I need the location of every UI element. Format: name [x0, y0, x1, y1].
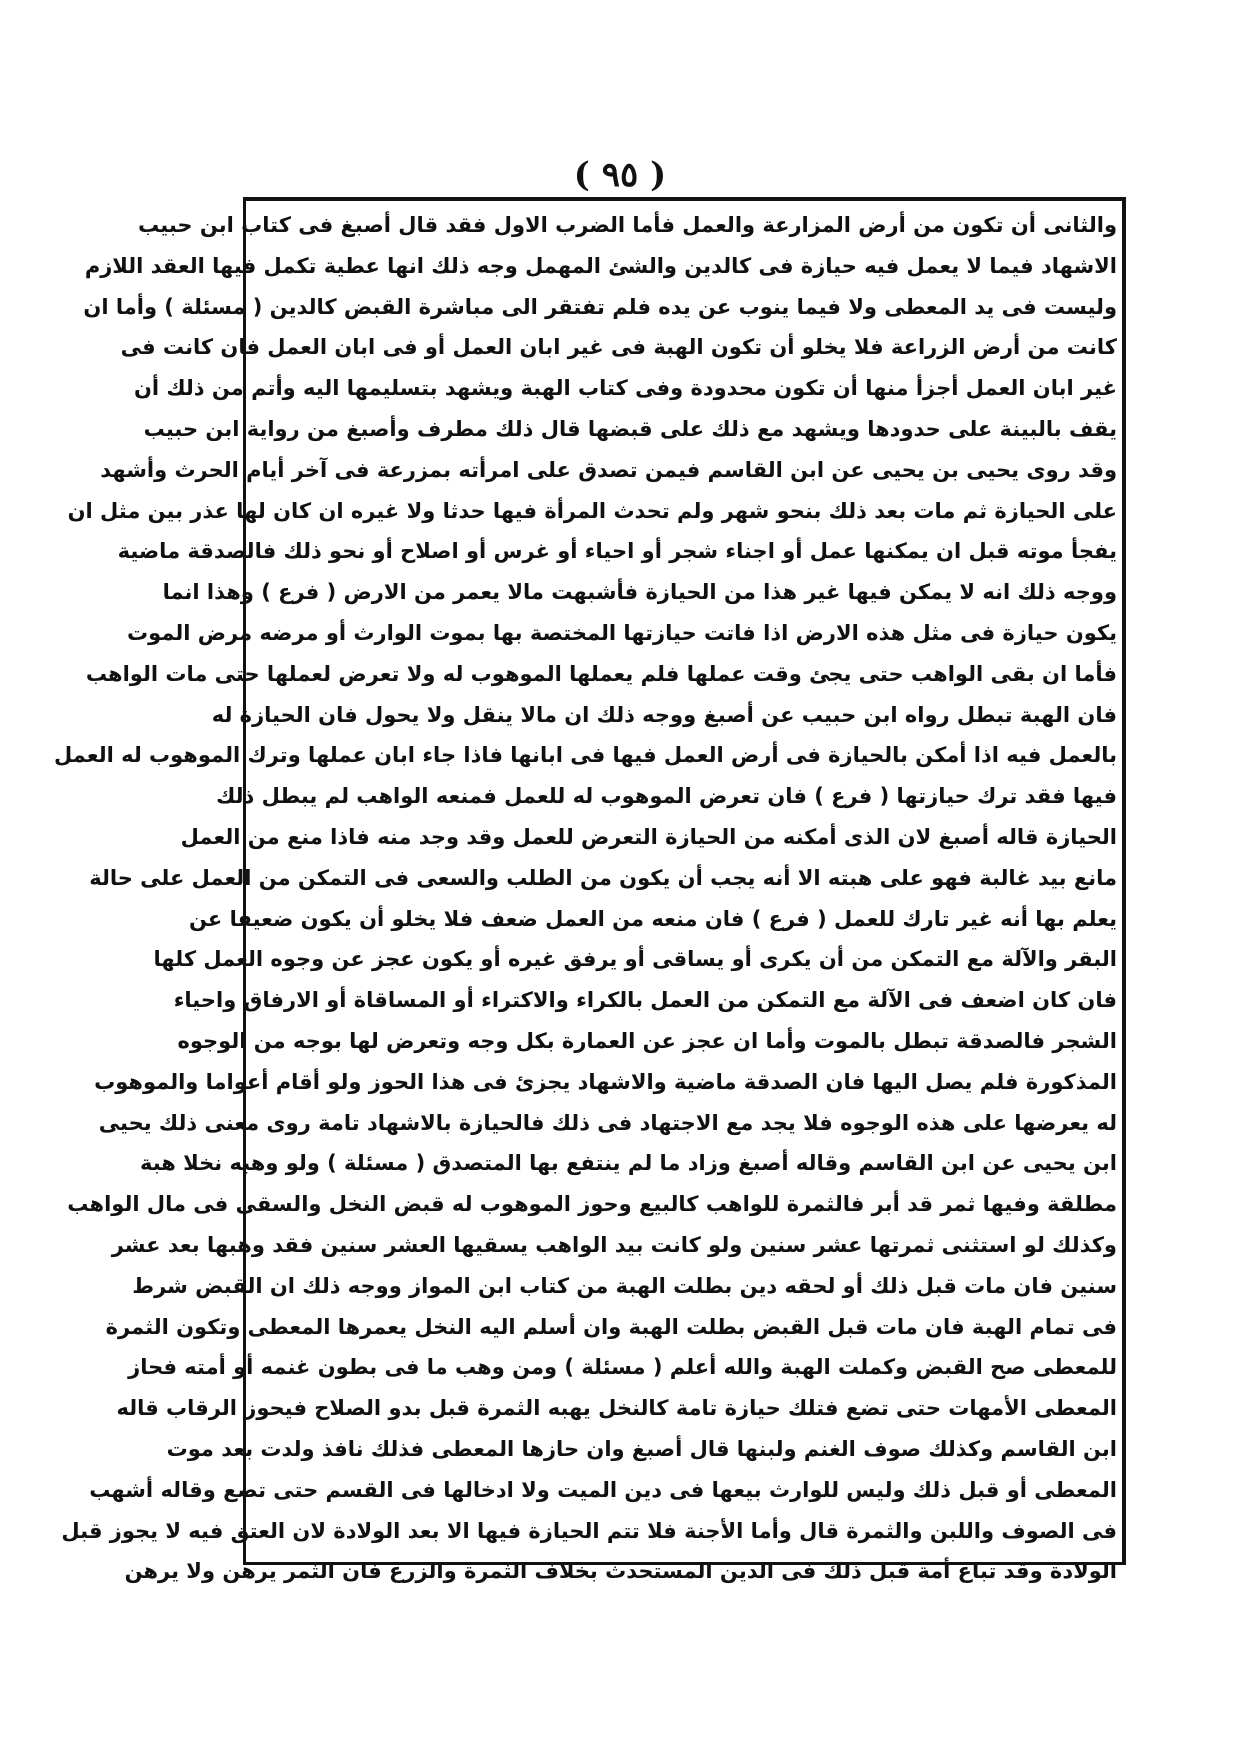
text-line: والثانى أن تكون من أرض المزارعة والعمل فأما الضرب الاول فقد قال أصبغ فى كتاب ابن حبيب — [138, 213, 1117, 237]
text-line: المذكورة فلم يصل اليها فان الصدقة ماضية والاشهاد يجزئ فى هذا الحوز ولو أقام أعواما والموهوب — [94, 1069, 1117, 1094]
text-line: يقف بالبينة على حدودها ويشهد مع ذلك على قبضها قال ذلك مطرف وأصبغ من رواية ابن حبيب — [143, 416, 1117, 441]
text-line: يفجأ موته قبل ان يمكنها عمل أو اجناء شجر أو احياء أو غرس أو اصلاح أو نحو ذلك فالصدقة ماضية — [117, 539, 1117, 564]
text-line: فأما ان بقى الواهب حتى يجئ وقت عملها فلم يعملها الموهوب له ولا تعرض لعملها حتى مات الواهب — [85, 661, 1117, 686]
text-line: فان كان اضعف فى الآلة مع التمكن من العمل بالكراء والاكتراء أو المساقاة أو الارفاق واحياء — [173, 988, 1117, 1013]
text-line: فيها فقد ترك حيازتها ( فرع ) فان تعرض الموهوب له للعمل فمنعه الواهب لم يبطل ذلك — [216, 784, 1117, 809]
text-line: المعطى أو قبل ذلك وليس للوارث بيعها فى دين الميت ولا ادخالها فى القسم حتى تضع وقاله أشهب — [89, 1477, 1117, 1502]
text-line: البقر والآلة مع التمكن من أن يكرى أو يساقى أو يرفق غيره أو يكون عجز عن وجوه العمل كلها — [153, 947, 1117, 972]
text-line: الاشهاد فيما لا يعمل فيه حيازة فى كالدين والشئ المهمل وجه ذلك انها عطية تكمل فيها العقد اللازم — [84, 253, 1117, 278]
page-number: ( ٩٥ ) — [573, 155, 667, 195]
text-line: الولادة وقد تباع أمة قبل ذلك فى الدين المستحدث بخلاف الثمرة والزرع فان الثمر يرهن ولا يرهن — [124, 1559, 1117, 1584]
text-body — [54, 205, 1117, 1592]
text-line: مانع بيد غالبة فهو على هبته الا أنه يجب أن يكون من الطلب والسعى فى التمكن من العمل على حالة — [89, 865, 1117, 890]
text-line: غير ابان العمل أجزأ منها أن تكون محدودة وفى كتاب الهبة ويشهد بتسليمها اليه وأتم من ذلك أن — [133, 376, 1117, 401]
text-line: وقد روى يحيى بن يحيى عن ابن القاسم فيمن تصدق على امرأته بمزرعة فى آخر أيام الحرث وأشهد — [100, 457, 1117, 482]
text-line: ابن يحيى عن ابن القاسم وقاله أصبغ وزاد ما لم ينتفع بها المتصدق ( مسئلة ) ولو وهبه نخلا هبة — [140, 1151, 1117, 1176]
text-line: يعلم بها أنه غير تارك للعمل ( فرع ) فان منعه من العمل ضعف فلا يخلو أن يكون ضعيفا عن — [189, 906, 1117, 931]
text-line: كانت من أرض الزراعة فلا يخلو أن تكون الهبة فى غير ابان العمل أو فى ابان العمل فان كانت فى — [120, 335, 1117, 360]
text-line: فان الهبة تبطل رواه ابن حبيب عن أصبغ ووجه ذلك ان مالا ينقل ولا يحول فان الحيازة له — [211, 702, 1117, 727]
text-line: على الحيازة ثم مات بعد ذلك بنحو شهر ولم تحدث المرأة فيها حدثا ولا غيره ان كان لها عذر بين مثل ان — [67, 498, 1117, 523]
text-line: للمعطى صح القبض وكملت الهبة والله أعلم ( مسئلة ) ومن وهب ما فى بطون غنمه أو أمته فحاز — [128, 1355, 1117, 1380]
text-line: سنين فان مات قبل ذلك أو لحقه دين بطلت الهبة من كتاب ابن المواز ووجه ذلك ان القبض شرط — [132, 1273, 1117, 1298]
text-line: وكذلك لو استثنى ثمرتها عشر سنين ولو كانت بيد الواهب يسقيها العشر سنين فقد وهبها بعد عشر — [111, 1232, 1117, 1257]
text-line: مطلقة وفيها ثمر قد أبر فالثمرة للواهب كالبيع وحوز الموهوب له قبض النخل والسقى فى مال الواهب — [67, 1192, 1117, 1217]
text-line: له يعرضها على هذه الوجوه فلا يجد مع الاجتهاد فى ذلك فالحيازة بالاشهاد تامة روى معنى ذلك يحيى — [98, 1110, 1117, 1135]
text-line: بالعمل فيه اذا أمكن بالحيازة فى أرض العمل فيها فى ابانها فاذا جاء ابان عملها وترك الموهوب له العمل — [54, 743, 1117, 768]
text-line: فى الصوف واللبن والثمرة قال وأما الأجنة فلا تتم الحيازة فيها الا بعد الولادة لان العتق فيه لا يجوز قبل — [61, 1518, 1117, 1543]
text-line: الشجر فالصدقة تبطل بالموت وأما ان عجز عن العمارة بكل وجه وتعرض لها بوجه من الوجوه — [177, 1028, 1117, 1053]
text-line: يكون حيازة فى مثل هذه الارض اذا فاتت حيازتها المختصة بها بموت الوارث أو مرضه مرض الموت — [127, 620, 1117, 645]
text-line: فى تمام الهبة فان مات قبل القبض بطلت الهبة وان أسلم اليه النخل يعمرها المعطى وتكون الثمرة — [105, 1314, 1117, 1339]
text-line: الحيازة قاله أصبغ لان الذى أمكنه من الحيازة التعرض للعمل وقد وجد منه فاذا منع من العمل — [180, 824, 1117, 849]
text-line: وليست فى يد المعطى ولا فيما ينوب عن يده فلم تفتقر الى مباشرة القبض كالدين ( مسئلة ) وأما ان — [83, 294, 1117, 319]
text-line: ابن القاسم وكذلك صوف الغنم ولبنها قال أصبغ وان حازها المعطى فذلك نافذ ولدت بعد موت — [166, 1436, 1117, 1461]
text-line: ووجه ذلك انه لا يمكن فيها غير هذا من الحيازة فأشبهت مالا يعمر من الارض ( فرع ) وهذا انما — [162, 580, 1117, 605]
text-line: المعطى الأمهات حتى تضع فتلك حيازة تامة كالنخل يهبه الثمرة قبل بدو الصلاح فيحوز الرقاب قاله — [116, 1396, 1117, 1421]
